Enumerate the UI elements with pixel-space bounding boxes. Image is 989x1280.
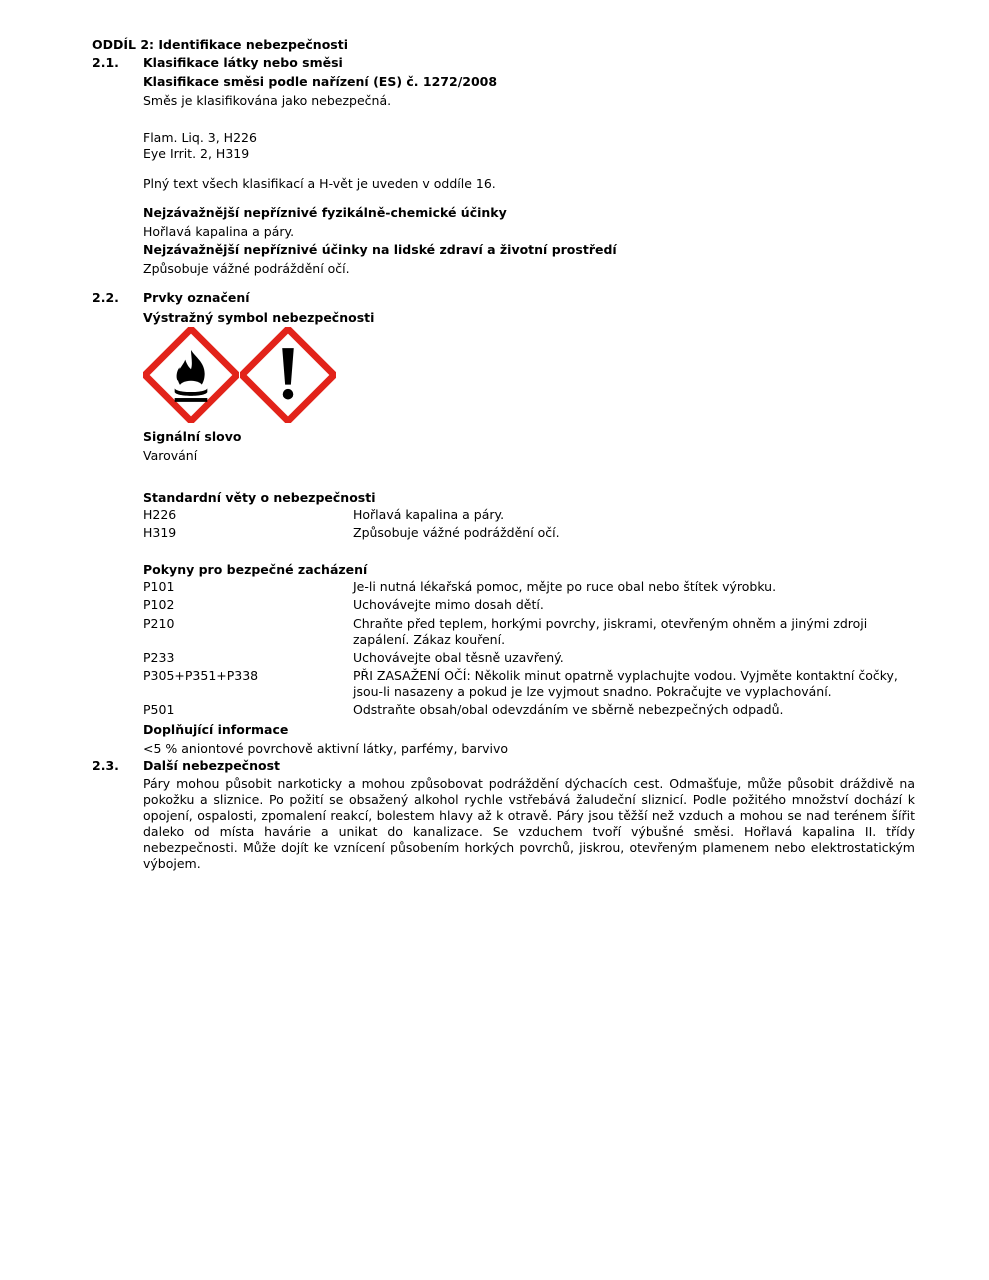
subsection-number-2-3: 2.3.	[92, 758, 119, 773]
section-title: ODDÍL 2: Identifikace nebezpečnosti	[92, 37, 348, 52]
physchem-effects-heading: Nejzávažnější nepříznivé fyzikálně-chemické účinky	[143, 205, 507, 220]
precaution-text: Chraňte před teplem, horkými povrchy, jiskrami, otevřeným ohněm a jinými zdroji zapálení. Zákaz kouření.	[353, 616, 868, 647]
precaution-text: Uchovávejte obal těsně uzavřený.	[353, 650, 564, 665]
supplementary-info-text: <5 % aniontové povrchově aktivní látky, parfémy, barvivo	[143, 741, 509, 756]
classification-item: Eye Irrit. 2, H319	[143, 146, 250, 161]
precaution-code: P101	[143, 579, 175, 594]
hazard-text: Způsobuje vážné podráždění očí.	[353, 525, 560, 540]
subsection-heading-2-1: Klasifikace látky nebo směsi	[143, 55, 343, 70]
supplementary-info-heading: Doplňující informace	[143, 722, 289, 737]
exclamation-pictogram-icon	[240, 327, 336, 423]
fulltext-note: Plný text všech klasifikací a H-vět je uveden v oddíle 16.	[143, 176, 496, 191]
health-effects-text: Způsobuje vážné podráždění očí.	[143, 261, 350, 276]
physchem-effects-text: Hořlavá kapalina a páry.	[143, 224, 295, 239]
precaution-code: P233	[143, 650, 175, 665]
health-effects-heading: Nejzávažnější nepříznivé účinky na lidské zdraví a životní prostředí	[143, 242, 617, 257]
precaution-code: P210	[143, 616, 175, 631]
precaution-text: Uchovávejte mimo dosah dětí.	[353, 597, 544, 612]
precaution-text: Odstraňte obsah/obal odevzdáním ve sběrně nebezpečných odpadů.	[353, 702, 784, 717]
precaution-text: Je-li nutná lékařská pomoc, mějte po ruce obal nebo štítek výrobku.	[353, 579, 777, 594]
classification-statement: Směs je klasifikována jako nebezpečná.	[143, 93, 392, 108]
subsection-heading-2-2: Prvky označení	[143, 290, 250, 305]
precaution-code: P102	[143, 597, 175, 612]
precaution-text: PŘI ZASAŽENÍ OČÍ: Několik minut opatrně vyplachujte vodou. Vyjměte kontaktní čočky, jsou-li nasazeny a pokud je lze vyjmout snadno. Pokračujte ve vyplachování.	[353, 668, 898, 699]
hazard-pictograms	[143, 327, 343, 423]
subsection-number-2-2: 2.2.	[92, 290, 119, 305]
subsection-heading-2-3: Další nebezpečnost	[143, 758, 280, 773]
hazard-code: H319	[143, 525, 177, 540]
other-hazards-paragraph: Páry mohou působit narkoticky a mohou způsobovat podráždění dýchacích cest. Odmašťuje, může působit dráždivě na pokožku a sliznice. Po požití se obsažený alkohol rychle vstřebává žaludeční sliznicí. Podle požitého množství dochází k opojení, ospalosti, zpomalení reakcí, bolestem hlavy až k otravě. Páry jsou těžší než vzduch a mohou se nad terénem šířit daleko od místa havárie a unikat do kanalizace. Se vzduchem tvoří výbušné směsi. Hořlavá kapalina II. třídy nebezpečnosti. Může dojít ke vznícení působením horkých povrchů, jiskrou, otevřeným plamenem nebo elektrostatickým výbojem.	[143, 776, 915, 871]
precaution-code: P501	[143, 702, 175, 717]
subsection-number-2-1: 2.1.	[92, 55, 119, 70]
precaution-code: P305+P351+P338	[143, 668, 259, 683]
hazard-statements-heading: Standardní věty o nebezpečnosti	[143, 490, 376, 505]
flame-pictogram-icon	[143, 327, 239, 423]
signal-word: Varování	[143, 448, 198, 463]
hazard-text: Hořlavá kapalina a páry.	[353, 507, 505, 522]
classification-item: Flam. Liq. 3, H226	[143, 130, 257, 145]
signal-word-heading: Signální slovo	[143, 429, 242, 444]
precautions-heading: Pokyny pro bezpečné zacházení	[143, 562, 368, 577]
hazard-code: H226	[143, 507, 177, 522]
pictogram-heading: Výstražný symbol nebezpečnosti	[143, 310, 375, 325]
classification-regulation-heading: Klasifikace směsi podle nařízení (ES) č. 1272/2008	[143, 74, 498, 89]
